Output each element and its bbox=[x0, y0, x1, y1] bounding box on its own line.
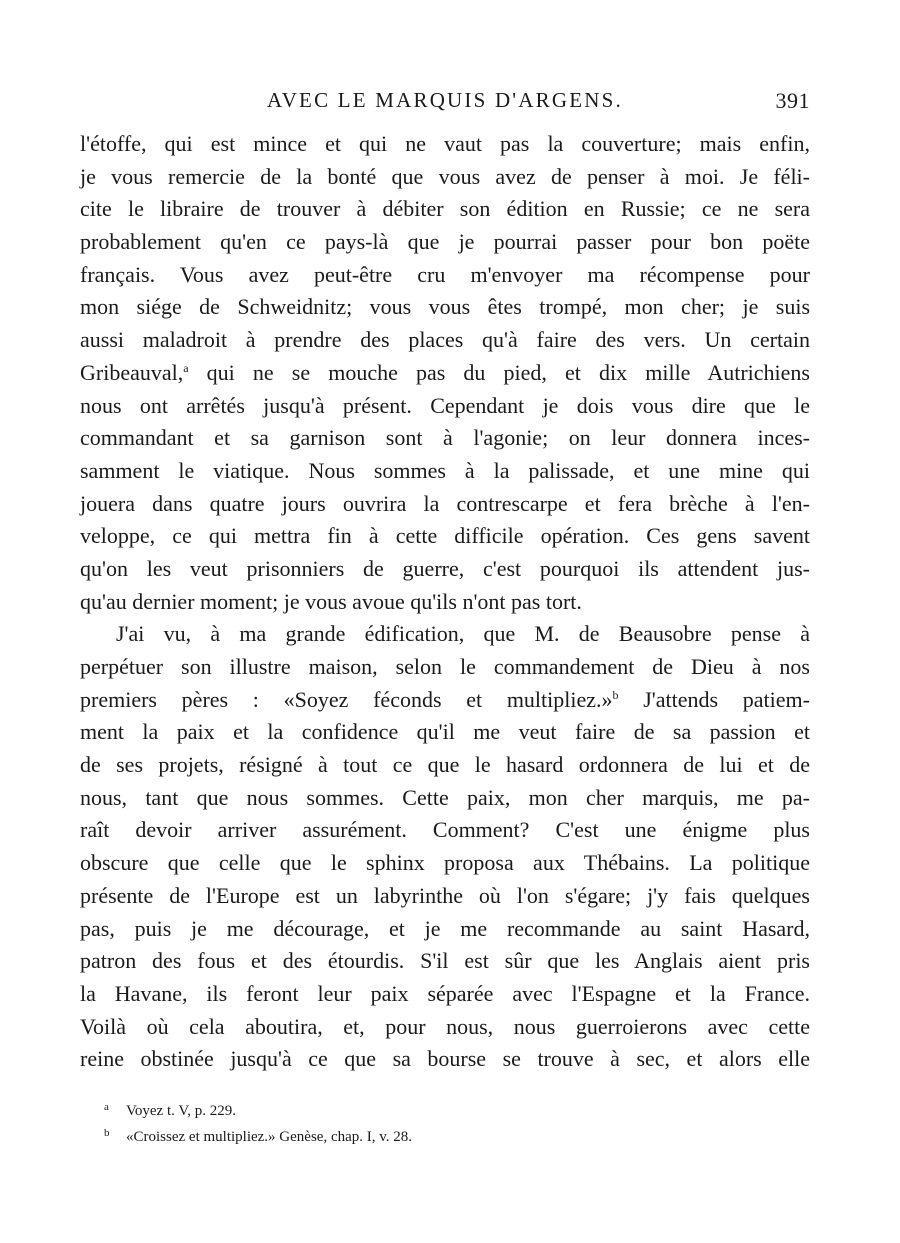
text-segment: Gribeauval, bbox=[80, 359, 184, 385]
body-text bbox=[80, 128, 810, 1076]
text-line: français. Vous avez peut-être cru m'envoyer ma récompense pour bbox=[80, 261, 810, 287]
text-line: probablement qu'en ce pays-là que je pourrai passer pour bon poëte bbox=[80, 229, 810, 255]
page-number: 391 bbox=[775, 88, 810, 113]
text-line: la Havane, ils feront leur paix séparée avec l'Espagne et la France. bbox=[80, 980, 810, 1006]
running-head bbox=[80, 84, 810, 120]
text-line: jouera dans quatre jours ouvrira la contrescarpe et fera brèche à l'en- bbox=[80, 490, 810, 516]
text-segment: premiers pères : «Soyez féconds et multipliez.» bbox=[80, 686, 613, 712]
text-line-with-footnote bbox=[80, 684, 810, 717]
running-title: AVEC LE MARQUIS D'ARGENS. bbox=[267, 88, 623, 112]
text-line: Voilà où cela aboutira, et, pour nous, nous guerroierons avec cette bbox=[80, 1013, 810, 1039]
footnote-reference-a: a bbox=[183, 360, 189, 375]
text-line: présente de l'Europe est un labyrinthe où l'on s'égare; j'y fais quelques bbox=[80, 882, 810, 908]
text-line: nous ont arrêtés jusqu'à présent. Cependant je dois vous dire que le bbox=[80, 392, 810, 418]
text-line: perpétuer son illustre maison, selon le commandement de Dieu à nos bbox=[80, 654, 810, 679]
text-line: qu'on les veut prisonniers de guerre, c'est pourquoi ils attendent jus- bbox=[80, 555, 810, 581]
footnote-key: a bbox=[104, 1101, 109, 1113]
text-line: ment la paix et la confidence qu'il me veut faire de sa passion et bbox=[80, 719, 810, 745]
text-segment: qui ne se mouche pas du pied, et dix mille Autrichiens bbox=[188, 359, 810, 385]
text-line: l'étoffe, qui est mince et qui ne vaut pas la couverture; mais enfin, bbox=[80, 131, 810, 156]
text-line: obscure que celle que le sphinx proposa aux Thébains. La politique bbox=[80, 850, 810, 876]
text-line-with-footnote bbox=[80, 357, 810, 390]
text-line: samment le viatique. Nous sommes à la palissade, et une mine qui bbox=[80, 457, 810, 483]
text-line: qu'au dernier moment; je vous avoue qu'ils n'ont pas tort. bbox=[80, 588, 582, 614]
text-line: raît devoir arriver assurément. Comment? C'est une énigme plus bbox=[80, 817, 810, 843]
text-line: pas, puis je me décourage, et je me recommande au saint Hasard, bbox=[80, 915, 810, 941]
text-line: cite le libraire de trouver à débiter son édition en Russie; ce ne sera bbox=[80, 196, 810, 222]
footnote-text: «Croissez et multipliez.» Genèse, chap. I, v. 28. bbox=[126, 1129, 413, 1145]
text-line: J'ai vu, à ma grande édification, que M. de Beausobre pense à bbox=[116, 621, 810, 647]
text-line: patron des fous et des étourdis. S'il est sûr que les Anglais aient pris bbox=[80, 948, 810, 974]
text-line: de ses projets, résigné à tout ce que le hasard ordonnera de lui et de bbox=[80, 752, 810, 778]
text-line: mon siége de Schweidnitz; vous vous êtes trompé, mon cher; je suis bbox=[80, 294, 810, 320]
footnote-a bbox=[104, 1094, 804, 1120]
text-segment: J'attends patiem- bbox=[618, 686, 810, 712]
text-line: je vous remercie de la bonté que vous avez de penser à moi. Je féli- bbox=[80, 163, 810, 189]
footnote-b bbox=[104, 1120, 804, 1146]
text-line: aussi maladroit à prendre des places qu'à faire des vers. Un certain bbox=[80, 327, 810, 353]
text-line: reine obstinée jusqu'à ce que sa bourse se trouve à sec, et alors elle bbox=[80, 1046, 810, 1072]
text-line: commandant et sa garnison sont à l'agonie; on leur donnera inces- bbox=[80, 425, 810, 451]
footnote-text: Voyez t. V, p. 229. bbox=[126, 1103, 237, 1119]
text-line: nous, tant que nous sommes. Cette paix, mon cher marquis, me pa- bbox=[80, 784, 810, 810]
footnotes bbox=[104, 1094, 804, 1146]
text-line: veloppe, ce qui mettra fin à cette difficile opération. Ces gens savent bbox=[80, 523, 810, 549]
footnote-reference-b: b bbox=[612, 687, 619, 702]
footnote-key: b bbox=[104, 1127, 110, 1139]
